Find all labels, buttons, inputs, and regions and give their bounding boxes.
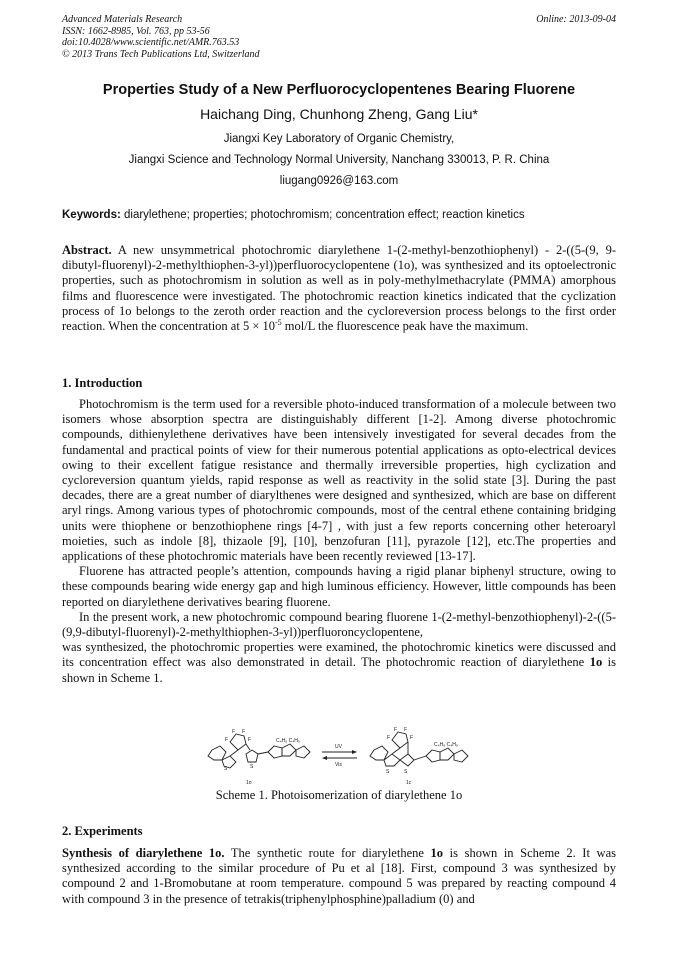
scheme-f-label-6: F <box>404 727 408 733</box>
closed-isomer-structure <box>370 732 468 766</box>
experiments-text-1: The synthetic route for diarylethene <box>224 846 431 860</box>
journal-name: Advanced Materials Research <box>62 14 183 25</box>
copyright-line: © 2013 Trans Tech Publications Ltd, Switzerland <box>62 48 260 60</box>
scheme-f-label-1: F <box>232 729 236 735</box>
intro-heading: 1. Introduction <box>62 376 143 390</box>
abstract-exponent: -5 <box>275 317 282 327</box>
intro-p4-end: is shown in Scheme 1. <box>62 655 617 685</box>
affiliation-line-2: Jiangxi Science and Technology Normal University, Nanchang 330013, P. R. China <box>128 154 550 166</box>
intro-paragraph-3: In the present work, a new photochromic compound bearing fluorene 1-(2-methyl-benzothiophenyl)-2-((5-(9,9-dibutyl-fluorenyl)-2-methylthiophen-3-yl))perfluoroncyclopentene, <box>62 609 616 640</box>
abstract-text-end: mol/L the fluorescence peak have the maximum. <box>281 319 529 334</box>
scheme-s-label-2: S <box>250 764 254 770</box>
arrow-label-uv: UV <box>335 744 342 750</box>
intro-paragraph-4 <box>62 640 616 686</box>
scheme-alkyl-label-1: C₄H₉ C₄H₉ <box>276 738 300 744</box>
scheme-alkyl-label-2: C₄H₉ C₄H₉ <box>434 742 458 748</box>
scheme-s-label-3: S <box>386 769 390 775</box>
keywords-label: Keywords: <box>62 209 121 221</box>
issn-line: ISSN: 1662-8985, Vol. 763, pp 53-56 <box>62 25 210 37</box>
keywords-text: diarylethene; properties; photochromism; concentration effect; reaction kinetics <box>120 209 525 221</box>
author-list: Haichang Ding, Chunhong Zheng, Gang Liu* <box>200 106 478 122</box>
synthesis-subheading: Synthesis of diarylethene 1o. <box>62 846 225 860</box>
experiments-text-2: is shown in Scheme 2. It was synthesized according to the similar procedure of Pu et al [18]. First, compound 3 was synthesized by compound 2 and 1-Bromobutane at room temperature. compound 5 was prepared by reacting compound 4 with compound 3 in the presence of tetrakis(triphenylphosphine)palladium (0) and <box>62 846 616 906</box>
keywords <box>62 209 616 221</box>
paper-title: Properties Study of a New Perfluorocyclopentenes Bearing Fluorene <box>102 82 576 98</box>
compound-1o-ref-2: 1o <box>430 846 444 860</box>
compound-label-1o: 1o <box>246 780 252 786</box>
scheme-f-label-2: F <box>242 729 246 735</box>
journal-header <box>62 14 616 60</box>
experiments-heading: 2. Experiments <box>62 824 143 838</box>
scheme-s-label-4: S <box>404 769 408 775</box>
scheme-s-label-1: S <box>224 766 228 772</box>
compound-label-1c: 1c <box>406 780 412 786</box>
scheme-f-label-3: F <box>225 737 229 743</box>
affiliation-line-1: Jiangxi Key Laboratory of Organic Chemistry, <box>223 133 455 145</box>
compound-1o-ref: 1o <box>589 655 603 670</box>
scheme-1-caption: Scheme 1. Photoisomerization of diarylethene 1o <box>215 788 463 802</box>
abstract-label: Abstract. <box>62 243 112 257</box>
scheme-f-label-5: F <box>394 727 398 733</box>
abstract-text: A new unsymmetrical photochromic diarylethene 1-(2-methyl-benzothiophenyl) - 2-((5-(9, 9-dibutyl-fluorenyl)-2-methylthiophen-3-yl))perfluorocyclopentene (1o), was synthesized and its optoelectronic properties, such as photochromism in solution as well as in poly-methylmethacrylate (PMMA) amorphous films and fluorescence were investigated. The photochromic reaction kinetics indicated that the cyclization process of 1o belongs to the zeroth order reaction and the cycloreversion process belongs to the first order reaction. When the concentration at 5 × 10 <box>62 243 616 334</box>
online-date: Online: 2013-09-04 <box>536 14 616 25</box>
author-email: liugang0926@163.com <box>279 175 399 187</box>
doi-line: doi:10.4028/www.scientific.net/AMR.763.53 <box>62 37 240 48</box>
intro-paragraph-2: Fluorene has attracted people’s attention, compounds having a rigid planar biphenyl structure, owing to these compounds bearing wide energy gap and high luminous efficiency. However, little compounds has been reported on diarylethene derivatives bearing fluorene. <box>62 564 616 609</box>
scheme-f-label-7: F <box>387 735 391 741</box>
reaction-arrows <box>322 744 357 768</box>
arrow-label-vis: Vis <box>335 762 342 768</box>
scheme-1-structures <box>190 724 490 790</box>
scheme-f-label-8: F <box>410 735 414 741</box>
experiments-body <box>62 846 616 907</box>
intro-body <box>62 397 616 686</box>
abstract <box>62 243 616 334</box>
intro-p4-text: was synthesized, the photochromic properties were examined, the photochromic kinetics were discussed and its concentration effect was also demonstrated in detail. The photochromic reaction of diarylethene <box>62 640 616 670</box>
scheme-f-label-4: F <box>248 737 252 743</box>
intro-paragraph-1: Photochromism is the term used for a reversible photo-induced transformation of a molecule between two isomers whose absorption spectra are distinguishably different [1-2]. Among diverse photochromic compounds, dithienylethene derivatives have been intensively investigated for several decades from the fundamental and practical points of view for their numerous potential applications as opto-electrical devices owing to their excellent fatigue resistance and thermally irreversible properties, high cyclization and cycloreversion quantum yields, rapid response as well as reactivity in the solid state [3]. During the past decades, there are a great number of diarylthenes were designed and synthesized, which are base on different aryl rings. Among various types of photochromic compounds, most of the central ethene containing bridging units were thiophene or benzothiophene rings [4-7] , with just a few reports concerning other heteroaryl moieties, such as indole [8], thizaole [9], [10], benzofuran [11], pyrazole [12], etc.The properties and applications of these photochromic materials have been recently reviewed [13-17]. <box>62 397 616 564</box>
